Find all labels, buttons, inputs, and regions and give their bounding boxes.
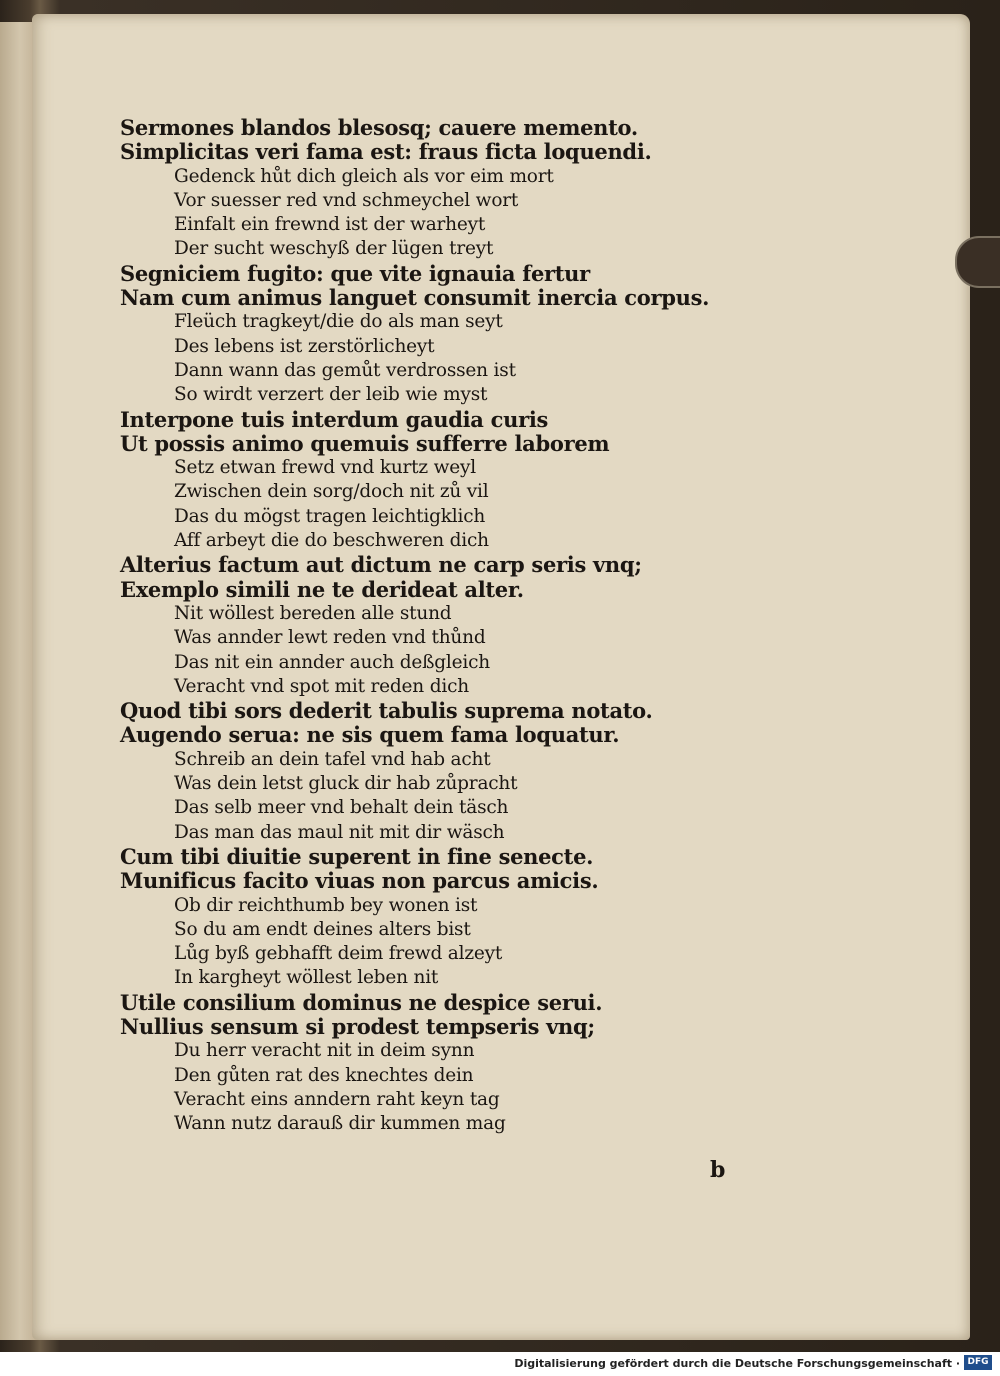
german-verse-line: Dann wann das gemůt verdrossen ist <box>174 359 516 381</box>
page-tab-marker <box>955 236 1000 288</box>
signature-mark: b <box>710 1157 726 1183</box>
german-verse-line: So du am endt deines alters bist <box>174 918 471 940</box>
latin-verse-line: Alterius factum aut dictum ne carp seris vnq; <box>120 552 642 578</box>
german-verse-line: Nit wöllest bereden alle stund <box>174 602 452 624</box>
german-verse-line: Zwischen dein sorg/doch nit zů vil <box>174 481 489 503</box>
latin-verse-line: Interpone tuis interdum gaudia curis <box>120 406 549 432</box>
latin-verse-line: Segniciem fugito: que vite ignauia fertur <box>120 260 590 286</box>
text-block <box>120 116 720 1136</box>
german-verse-line: Lůg byß gebhafft deim frewd alzeyt <box>174 943 503 965</box>
german-verse-line: Veracht vnd spot mit reden dich <box>174 675 469 697</box>
german-verse-line: Veracht eins anndern raht keyn tag <box>174 1088 500 1110</box>
latin-verse-line: Quod tibi sors dederit tabulis suprema notato. <box>120 698 653 724</box>
latin-verse-line: Nullius sensum si prodest tempseris vnq; <box>120 1013 595 1039</box>
german-verse-line: Der sucht weschyß der lügen treyt <box>174 238 494 260</box>
latin-verse-line: Sermones blandos blesosq; cauere memento. <box>120 115 638 140</box>
latin-verse-line: Augendo serua: ne sis quem fama loquatur. <box>120 722 620 748</box>
latin-verse-line: Nam cum animus languet consumit inercia corpus. <box>120 285 710 311</box>
latin-verse-line: Simplicitas veri fama est: fraus ficta loquendi. <box>120 139 652 165</box>
latin-verse-line: Exemplo simili ne te derideat alter. <box>120 576 524 602</box>
german-verse-line: Wann nutz darauß dir kummen mag <box>174 1113 506 1135</box>
german-verse-line: Gedenck hůt dich gleich als vor eim mort <box>174 165 554 187</box>
german-verse-line: Ob dir reichthumb bey wonen ist <box>174 894 478 916</box>
german-verse-line: Des lebens ist zerstörlicheyt <box>174 335 435 357</box>
german-verse-line: Was annder lewt reden vnd thůnd <box>174 627 486 649</box>
german-verse-line: Du herr veracht nit in deim synn <box>174 1040 475 1062</box>
latin-verse-line: Ut possis animo quemuis sufferre laborem <box>120 430 610 456</box>
german-verse-line: Einfalt ein frewnd ist der warheyt <box>174 214 486 236</box>
latin-verse-line: Cum tibi diuitie superent in fine senecte. <box>120 843 594 869</box>
german-verse-line: Den gůten rat des knechtes dein <box>174 1064 474 1086</box>
german-verse-line: Schreib an dein tafel vnd hab acht <box>174 748 491 770</box>
german-verse-line: In kargheyt wöllest leben nit <box>174 967 439 989</box>
german-verse-line: Das nit ein annder auch deßgleich <box>174 651 490 673</box>
german-verse-line: Fleüch tragkeyt/die do als man seyt <box>174 311 503 333</box>
latin-verse-line: Utile consilium dominus ne despice serui. <box>120 989 603 1015</box>
dfg-logo: DFG <box>964 1355 992 1370</box>
german-verse-line: Vor suesser red vnd schmeychel wort <box>174 189 519 211</box>
german-verse-line: So wirdt verzert der leib wie myst <box>174 384 488 406</box>
footer-credit: Digitalisierung gefördert durch die Deutsche Forschungsgemeinschaft · <box>514 1357 960 1370</box>
german-verse-line: Das du mögst tragen leichtigklich <box>174 505 486 527</box>
latin-verse-line: Munificus facito viuas non parcus amicis. <box>120 868 599 894</box>
german-verse-line: Setz etwan frewd vnd kurtz weyl <box>174 457 476 479</box>
german-verse-line: Was dein letst gluck dir hab zůpracht <box>174 773 518 795</box>
german-verse-line: Das selb meer vnd behalt dein täsch <box>174 797 509 819</box>
german-verse-line: Das man das maul nit mit dir wäsch <box>174 821 505 843</box>
footer-bar <box>0 1352 1000 1376</box>
german-verse-line: Aff arbeyt die do beschweren dich <box>174 530 489 552</box>
